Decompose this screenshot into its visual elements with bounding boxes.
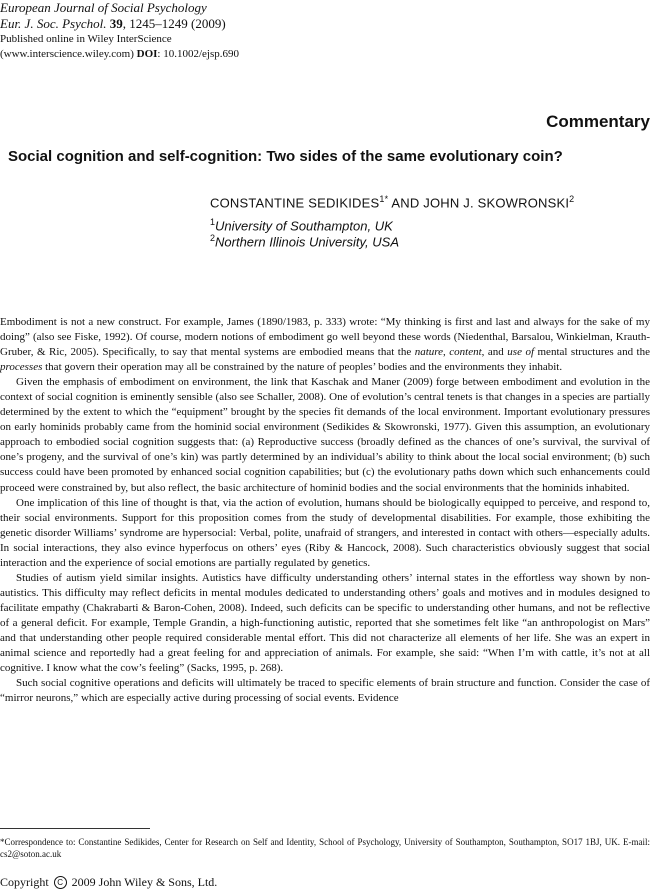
p1-italic-use-of: use of <box>507 346 535 359</box>
article-body <box>0 315 650 706</box>
copyright-line <box>0 875 217 890</box>
article-title: Social cognition and self-cognition: Two sides of the same evolutionary coin? <box>8 148 563 165</box>
copyright-icon: C <box>54 876 67 889</box>
author-1-mark: 1* <box>379 194 389 204</box>
paragraph-1 <box>0 315 650 375</box>
author-2: JOHN J. SKOWRONSKI <box>423 195 570 211</box>
p1-italic-nature: nature <box>414 346 444 359</box>
affiliation-1-text: University of Southampton, UK <box>215 218 393 234</box>
copyright-prefix: Copyright <box>0 875 49 889</box>
p1-italic-content: content <box>449 346 482 359</box>
paragraph-4: Studies of autism yield similar insights. Autistics have difficulty understanding others’ internal states in the effortless way shown by non-autistics. This difficulty may reflect deficits in mental modules dedicated to understanding others’ goals and motives and in modules designed to facilitate empathy (Chakrabarti & Baron-Cohen, 2008). Indeed, such deficits can be specific to understanding other humans, and not be reflective of a general deficit. For example, Temple Grandin, a high-functioning autistic, reported that she sometimes felt like “an anthropologist on Mars” and that understanding other people required considerable mental effort. This did not characterize all elements of her life. She was an expert in animal science and reportedly had a great feeling for and appreciation of animals. For example, she said: “When I’m with cattle, it’s not at all cognitive. I know what the cow’s feeling” (Sacks, 1995, p. 268). <box>0 571 650 675</box>
volume-number: 39 <box>109 16 123 31</box>
footnote-divider <box>0 828 150 829</box>
published-online: Published online in Wiley InterScience <box>0 33 172 45</box>
affiliation-2 <box>210 233 399 249</box>
paragraph-5: Such social cognitive operations and deficits will ultimately be traced to specific elements of brain structure and function. Consider the case of “mirror neurons,” which are especially active during processing of social events. Evidence <box>0 677 650 705</box>
doi-label: DOI <box>136 48 158 60</box>
author-2-mark: 2 <box>569 194 575 204</box>
paragraph-2: Given the emphasis of embodiment on environment, the link that Kaschak and Maner (2009) forge between embodiment and evolution in the context of social cognition is eminently sensible (also see Schaller, 2008). One of evolution’s central tenets is that changes in a species are partially determined by the extent to which the “equipment” brought by the species fit demands of the local environment. Important evolutionary pressures on early hominids probably came from the hominid social environment (Sedikides & Skowronski, 1977). Given this assumption, an evolutionary approach to embodied social cognition suggests that: (a) Reproductive success (broadly defined as the chances of one’s survival, the survival of one’s progeny, and the survival of one’s kin) was partly determined by an individual’s ability to think about the local social environment; (b) such success could have been promoted by enhanced social cognition capabilities; but (c) the evolutionary paths down which such enhancements could proceed were constrained by, but also reflect, the basic architecture of hominid bodies and the social environments that the hominids inhabited. <box>0 376 650 494</box>
p1-text-b: , <box>443 346 450 359</box>
affiliation-2-text: Northern Illinois University, USA <box>215 234 399 250</box>
journal-name: European Journal of Social Psychology <box>0 0 207 15</box>
publisher-url[interactable]: (www.interscience.wiley.com) <box>0 48 134 60</box>
page-range: , 1245–1249 (2009) <box>122 16 226 31</box>
p1-italic-processes: processes <box>0 361 43 374</box>
p1-text-d: mental structures and the <box>534 346 650 359</box>
author-1: CONSTANTINE SEDIKIDES <box>210 195 380 211</box>
doi-value[interactable]: : 10.1002/ejsp.690 <box>157 48 240 60</box>
copyright-text: 2009 John Wiley & Sons, Ltd. <box>71 875 218 889</box>
p1-text-e: that govern their operation may all be constrained by the nature of peoples’ bodies and the environments they inhabit. <box>42 361 563 374</box>
author-line <box>210 194 574 210</box>
affiliation-1-mark: 1 <box>210 217 216 227</box>
p1-text-a: Embodiment is not a new construct. For example, James (1890/1983, p. 333) wrote: “My thinking is first and last and always for the sake of my doing” (also see Fiske, 1992). Of course, modern notions of embodiment go well beyond these words (Niedenthal, Barsalou, Winkielman, Krauth-Gruber, & Ric, 2005). Specifically, to say that mental systems are embodied means that the <box>0 316 650 359</box>
citation-line <box>0 16 420 32</box>
affiliation-1 <box>210 217 393 233</box>
author-join: AND <box>388 195 424 211</box>
url-doi-line <box>0 47 420 62</box>
paragraph-3: One implication of this line of thought is that, via the action of evolution, humans should be biologically equipped to perceive, and respond to, their social environments. Support for this proposition comes from the study of developmental disabilities. For example, those exhibiting the genetic disorder Williams’ syndrome are hypersocial: Verbal, polite, unafraid of strangers, and interested in contact with others—especially adults. In social interactions, they also evince hyperfocus on others’ eyes (Riby & Hancock, 2008). Such characteristics obviously suggest that social interaction and the experience of social emotions are partially regulated by genetics. <box>0 496 650 569</box>
section-label: Commentary <box>546 112 650 131</box>
p1-text-c: , and <box>481 346 508 359</box>
affiliation-2-mark: 2 <box>210 233 216 243</box>
journal-abbrev: Eur. J. Soc. Psychol. <box>0 16 107 31</box>
journal-header <box>0 0 420 62</box>
correspondence-footnote: *Correspondence to: Constantine Sedikides, Center for Research on Self and Identity, School of Psychology, University of Southampton, Southampton, SO17 1BJ, UK. E-mail: cs2@soton.ac.uk <box>0 837 650 859</box>
